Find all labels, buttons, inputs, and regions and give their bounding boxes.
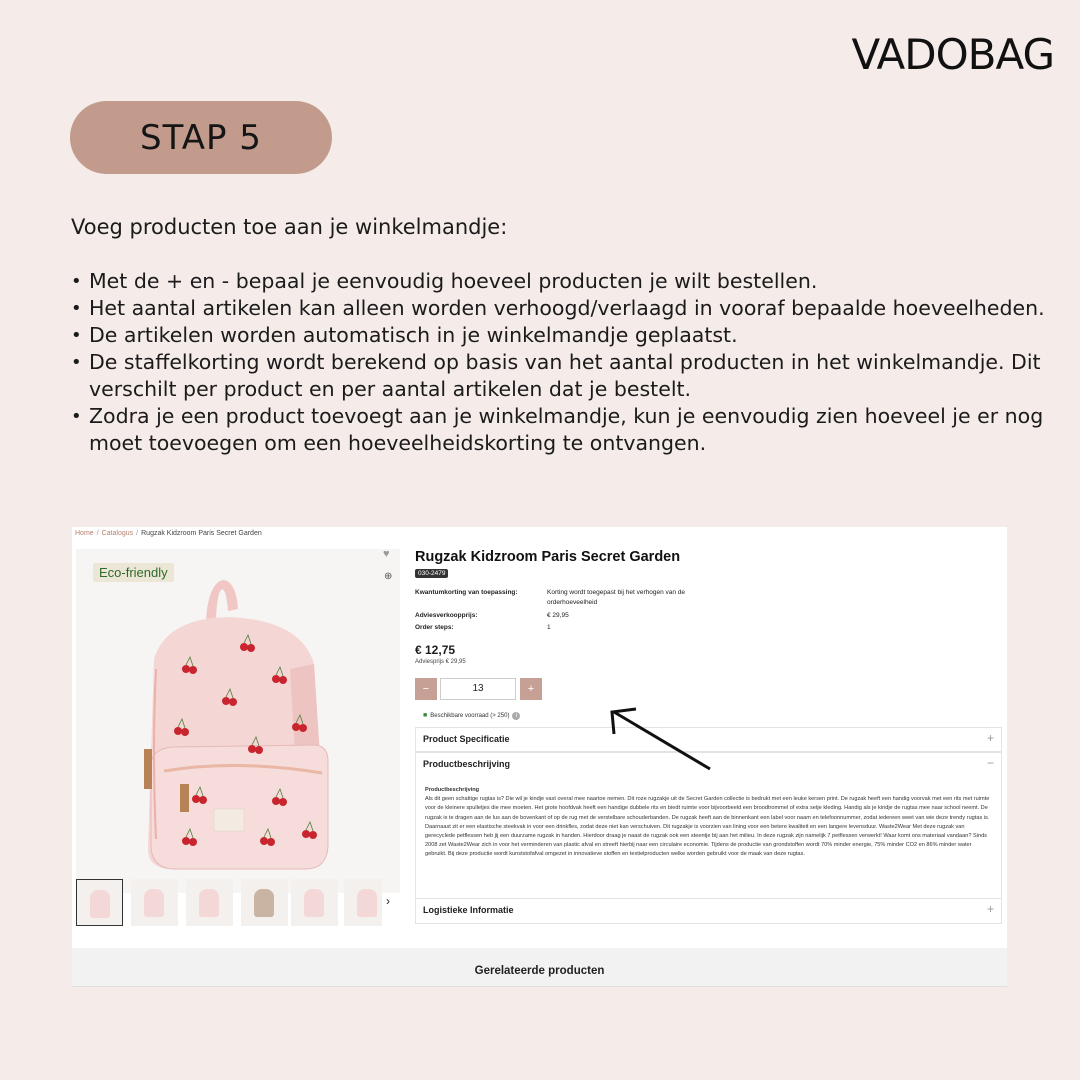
advies-value: € 29,95 <box>547 612 569 619</box>
instruction-item: • De artikelen worden automatisch in je winkelmandje geplaatst. <box>71 322 1061 349</box>
breadcrumb-separator: / <box>96 530 99 537</box>
instruction-item: • Het aantal artikelen kan alleen worden verhoogd/verlaagd in vooraf bepaalde hoeveelheden. <box>71 295 1061 322</box>
advies-label: Adviesverkoopprijs: <box>415 612 478 619</box>
decrease-quantity-button[interactable]: − <box>415 678 437 700</box>
intro-text: Voeg producten toe aan je winkelmandje: <box>71 215 508 239</box>
accordion-title: Product Specificatie <box>423 734 510 744</box>
brand-logo: VADOBAG <box>851 30 1054 79</box>
wishlist-heart-icon[interactable]: ♥ <box>383 548 390 560</box>
zoom-icon[interactable]: ⊕ <box>384 571 393 582</box>
plus-icon[interactable]: + <box>986 902 994 916</box>
stock-text: Beschikbare voorraad (> 250) <box>430 713 510 719</box>
breadcrumb-catalogus[interactable]: Catalogus <box>101 530 134 537</box>
kwantum-value-cont: orderhoeveelheid <box>547 599 598 606</box>
breadcrumb-home[interactable]: Home <box>75 530 94 537</box>
accordion-title: Productbeschrijving <box>423 759 511 769</box>
related-products-title: Gerelateerde producten <box>474 965 605 977</box>
thumbnail[interactable] <box>344 879 382 926</box>
eco-friendly-badge: Eco-friendly <box>93 563 174 582</box>
pointer-arrow-icon <box>602 704 722 774</box>
instruction-list <box>71 268 1061 457</box>
instruction-item: • Zodra je een product toevoegt aan je winkelmandje, kun je eenvoudig zien hoeveel je er nog moet toevoegen om een hoeveelheidskorting te ontvangen. <box>71 403 1061 457</box>
plus-icon[interactable]: + <box>986 731 994 745</box>
backpack-illustration <box>76 549 400 893</box>
accordion-logistics[interactable] <box>415 898 1002 924</box>
related-products-bar <box>72 948 1007 987</box>
kwantum-label: Kwantumkorting van toepassing: <box>415 589 518 596</box>
step-label: STAP 5 <box>70 101 332 174</box>
thumbnail-strip <box>76 879 400 929</box>
accordion-title: Logistieke Informatie <box>423 905 514 915</box>
breadcrumb <box>75 530 262 537</box>
thumbnail[interactable] <box>131 879 178 926</box>
product-title: Rugzak Kidzroom Paris Secret Garden <box>415 549 681 565</box>
instruction-item: • De staffelkorting wordt berekend op basis van het aantal producten in het winkelmandje. Dit verschilt per product en per aantal artikelen dat je bestelt. <box>71 349 1061 403</box>
description-body <box>425 786 991 860</box>
stock-status <box>423 712 520 720</box>
truck-icon: ■ <box>423 712 428 719</box>
instruction-item: • Met de + en - bepaal je eenvoudig hoeveel producten je wilt bestellen. <box>71 268 1061 295</box>
order-steps-label: Order steps: <box>415 624 454 631</box>
product-main-image[interactable] <box>76 549 400 893</box>
order-steps-value: 1 <box>547 624 551 631</box>
kwantum-value: Korting wordt toegepast bij het verhogen van de <box>547 589 686 596</box>
price: € 12,75 <box>415 643 456 657</box>
breadcrumb-current: Rugzak Kidzroom Paris Secret Garden <box>141 530 262 537</box>
sku-badge: 030-2479 <box>415 569 448 578</box>
minus-icon[interactable]: − <box>986 756 994 770</box>
increase-quantity-button[interactable]: + <box>520 678 542 700</box>
chevron-right-icon[interactable]: › <box>386 894 390 908</box>
info-icon[interactable]: i <box>512 712 520 720</box>
accordion-product-description[interactable] <box>415 752 1002 899</box>
advice-price: Adviesprijs € 29,95 <box>415 659 466 665</box>
thumbnail[interactable] <box>291 879 338 926</box>
thumbnail[interactable] <box>241 879 288 926</box>
thumbnail[interactable] <box>186 879 233 926</box>
quantity-input[interactable]: 13 <box>440 678 516 700</box>
description-text: Als dit geen schattige rugtas is? Die wil je kindje vast overal mee naartoe nemen. Dit roze rugzakje uit de Secret Garden collectie is bedrukt met een leuke kersen print. De rugzak heeft een handig voorvak met een rits met ruimte voor de kleinere spulletjes die mee moeten. Het grote hoofdvak heeft een handige dubbele rits en biedt ruimte voor bijvoorbeeld een broodtrommel of extra setje kleding. Handig als je kindje de rugtas mee naar school neemt. De rugzak is te dragen aan de lus aan de bovenkant of op de rug met de verstelbare schouderbanden. De rugzak heeft aan de binnenkant een label voor naam en telefoonnummer, zodat iedereen weet van wie deze trendy rugtas is. Daarnaast zit er een elastische steekvak in voor een drinkfles, zodat deze niet kan verschuiven. Dit rugzakje is voorzien van lining voor een betere kwaliteit en een langere levensduur. Waste2Wear Met deze rugzak van gerecyclede petflessen heb jij een duurzame rugzak in handen. Hierdoor draag je naast de rugzak ook een steentje bij aan het milieu. In deze rugzak zijn namelijk 7 petflessen verwerkt! Waar komt ons materiaal vandaan? Sinds 2008 zet Waste2Wear zich in voor het verminderen van plastic afval en streeft hierbij naar een circulaire economie. Tijdens de productie van grondstoffen wordt 70% minder energie, 75% minder CO2 en 86% minder water gebruikt. Bij deze productie wordt kunststofafval omgezet in innovatieve stoffen en textielproducten welke worden gebruikt voor de maak van deze rugtas. <box>425 796 990 858</box>
thumbnail[interactable] <box>76 879 123 926</box>
description-body-title: Productbeschrijving <box>425 787 480 793</box>
product-page-screenshot <box>72 527 1007 985</box>
breadcrumb-separator: / <box>136 530 139 537</box>
